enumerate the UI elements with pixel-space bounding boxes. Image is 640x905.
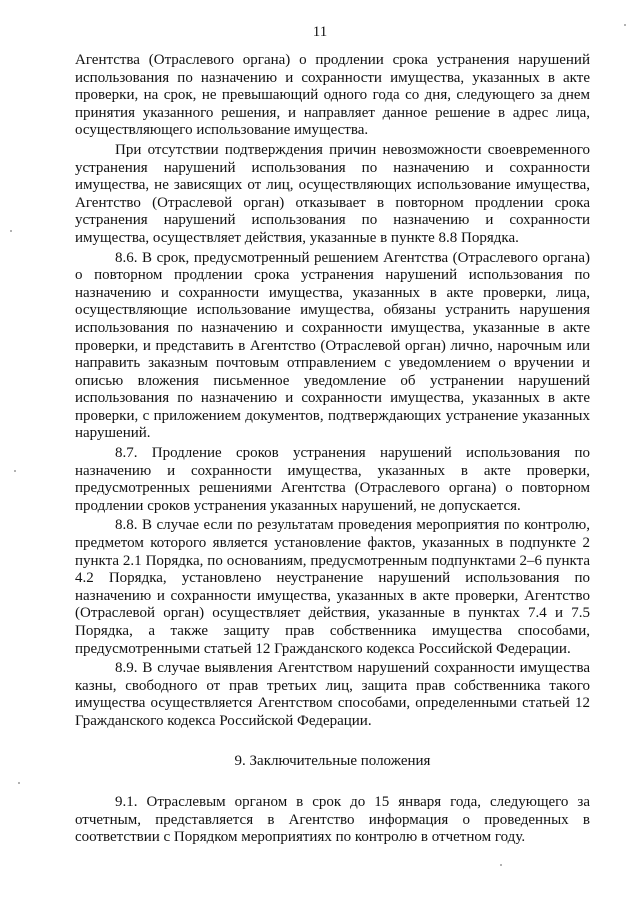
paragraph-refusal: При отсутствии подтверждения причин невозможности своевременного устранения нарушений использования по назначению и сохранности имущества, не зависящих от лиц, осуществляющих использование имущества, Агентство (Отраслевой орган) отказывает в повторном продлении срока устранения нарушений использования по назначению и сохранности имущества, осуществляет действия, указанные в пункте 8.8 Порядка. bbox=[75, 141, 590, 246]
paragraph-9-1: 9.1. Отраслевым органом в срок до 15 января года, следующего за отчетным, представляется в Агентство информация о проведенных в соответствии с Порядком мероприятиях по контролю в отчетном году. bbox=[75, 794, 590, 846]
scan-speck bbox=[18, 782, 20, 784]
scan-speck bbox=[624, 24, 626, 26]
paragraph-8-9: 8.9. В случае выявления Агентством нарушений сохранности имущества казны, свободного от прав третьих лиц, защита прав собственника такого имущества осуществляется Агентством способами, определенными статьей 12 Гражданского кодекса Российской Федерации. bbox=[75, 660, 590, 729]
scan-speck bbox=[500, 864, 502, 866]
section-heading: 9. Заключительные положения bbox=[234, 752, 431, 769]
scan-speck bbox=[10, 230, 12, 232]
document-body bbox=[75, 52, 590, 849]
paragraph-continuation: Агентства (Отраслевого органа) о продлении срока устранения нарушений использования по назначению и сохранности имущества, указанных в акте проверки, на срок, не превышающий одного года со дня, следующего за днем принятия указанного решения, и направляет данное решение в адрес лица, осуществляющего использование имущества. bbox=[75, 52, 590, 139]
paragraph-8-6: 8.6. В срок, предусмотренный решением Агентства (Отраслевого органа) о повторном продлении срока устранения нарушений использования по назначению и сохранности имущества, указанных в акте проверки, лица, осуществляющие использование имущества, обязаны устранить нарушения использования по назначению и сохранности имущества, указанные в акте проверки, и представить в Агентство (Отраслевой орган) лично, нарочным или направить заказным почтовым отправлением с уведомлением о вручении и описью вложения письменное уведомление об устранении нарушений использования по назначению и сохранности имущества, указанных в акте проверки, с приложением документов, подтверждающих устранение указанных нарушений. bbox=[75, 249, 590, 442]
page-number: 11 bbox=[312, 24, 328, 40]
scan-speck bbox=[14, 470, 16, 472]
paragraph-8-7: 8.7. Продление сроков устранения нарушений использования по назначению и сохранности имущества, указанных в акте проверки, предусмотренных решениями Агентства (Отраслевого органа) о повторном продлении сроков устранения указанных нарушений, не допускается. bbox=[75, 445, 590, 514]
paragraph-8-8: 8.8. В случае если по результатам проведения мероприятия по контролю, предметом которого является установление фактов, указанных в подпункте 2 пункта 2.1 Порядка, по основаниям, предусмотренным подпунктами 2–6 пункта 4.2 Порядка, установлено неустранение нарушений использования по назначению и сохранности имущества, указанных в акте проверки, Агентство (Отраслевой орган) осуществляет действия, указанные в пунктах 7.4 и 7.5 Порядка, а также защиту прав собственника имущества способами, предусмотренными статьей 12 Гражданского кодекса Российской Федерации. bbox=[75, 517, 590, 657]
